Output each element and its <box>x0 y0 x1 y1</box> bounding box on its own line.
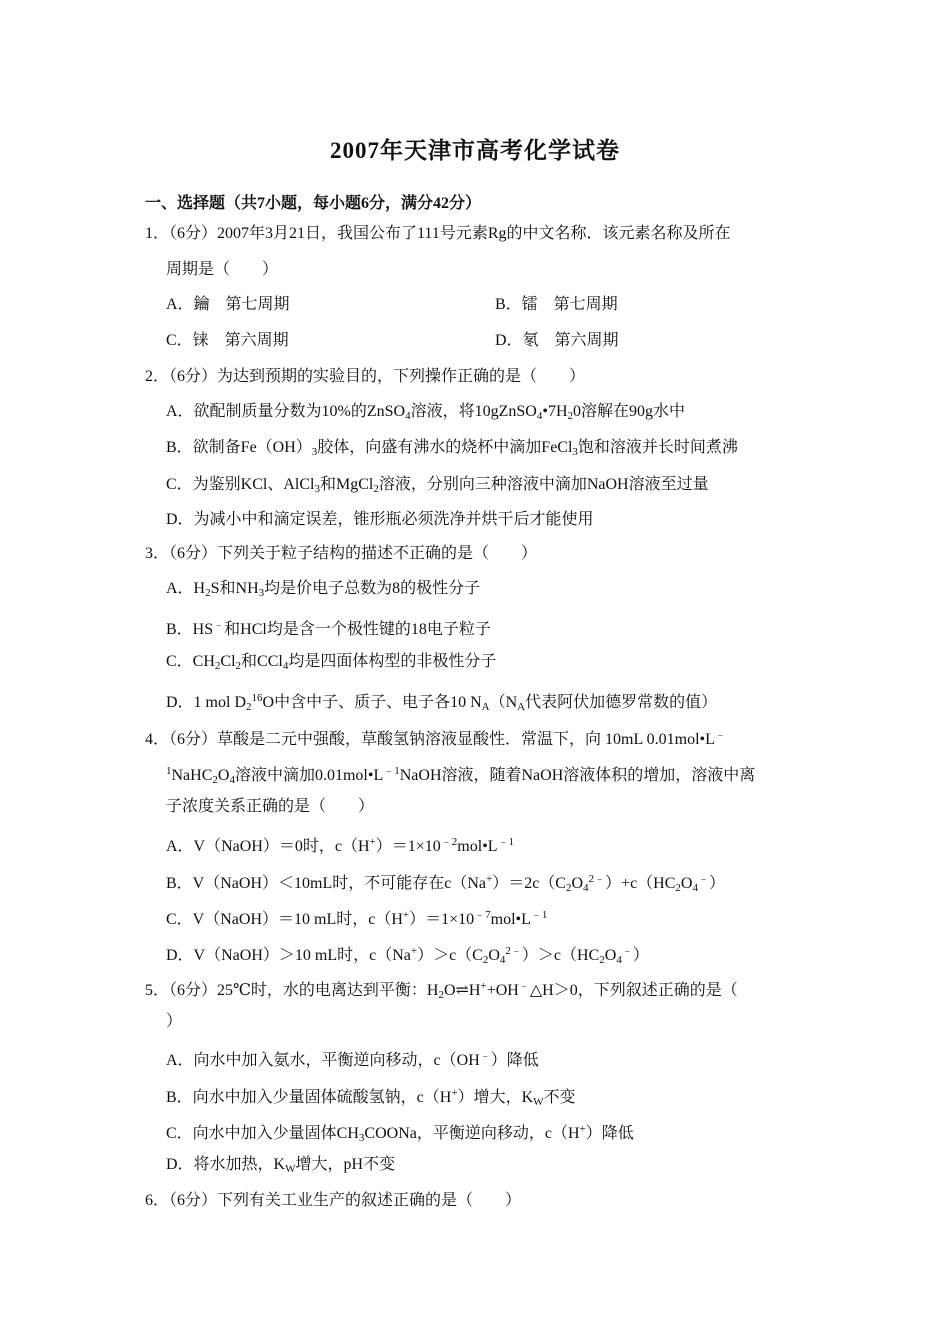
seg: +OH <box>486 982 519 999</box>
seg: Cl <box>220 653 236 670</box>
seg: C．向水中加入少量固体CH <box>166 1125 359 1142</box>
q1-stem-line2: 周期是（ ） <box>166 261 279 278</box>
seg: COONa，平衡逆向移动，c（H <box>364 1125 580 1142</box>
superscript: 16 <box>251 692 263 704</box>
superscript: ﹣ <box>213 619 225 631</box>
q3-option-c <box>166 652 496 676</box>
subscript: 2 <box>246 701 252 713</box>
subscript: 4 <box>536 410 543 422</box>
superscript: ﹣ <box>518 980 530 992</box>
subscript: 3 <box>358 1132 365 1144</box>
q3-option-b <box>166 615 491 640</box>
seg: 不变 <box>543 1089 576 1106</box>
superscript: ﹣ <box>479 1050 491 1062</box>
subscript: 2 <box>212 774 218 786</box>
subscript: 4 <box>616 954 622 966</box>
subscript: 4 <box>583 882 589 894</box>
q1-option-a: A．鑰 第七周期 <box>166 296 290 313</box>
superscript: + <box>410 945 418 957</box>
q2-option-b <box>166 438 738 462</box>
subscript: 4 <box>692 882 698 894</box>
q3-option-a <box>166 579 480 603</box>
q3-option-d <box>166 688 717 717</box>
q4-option-d <box>166 941 649 970</box>
subscript: 2 <box>675 882 681 894</box>
q2-option-a <box>166 402 685 426</box>
seg: O <box>488 947 500 964</box>
q1-option-c: C．铼 第六周期 <box>166 332 289 349</box>
seg: ）+c（HC <box>605 875 676 892</box>
subscript: 2 <box>205 587 211 599</box>
q2-option-d: D．为减小中和滴定误差，锥形瓶必须洗净并烘干后才能使用 <box>166 511 594 528</box>
seg: ）＝2c（C <box>492 875 566 892</box>
q4-stem-line3: 子浓度关系正确的是（ ） <box>166 798 375 815</box>
q1-option-b: B．镭 第七周期 <box>495 296 618 313</box>
seg: ）＞c（C <box>417 947 483 964</box>
q5-option-c <box>166 1119 634 1148</box>
seg: mol•L <box>490 911 531 928</box>
subscript: 2 <box>567 410 574 422</box>
superscript: ﹣1 <box>530 909 548 921</box>
seg: C．为鉴别KCl、AlCl <box>166 476 315 493</box>
subscript: 3 <box>572 446 578 458</box>
seg: 4．（6分）草酸是二元中强酸，草酸氢钠溶液显酸性．常温下，向 10mL 0.01mol•L <box>145 731 715 748</box>
seg: NaHC <box>171 767 213 784</box>
seg: ）＞c（HC <box>521 947 600 964</box>
seg: B．向水中加入少量固体硫酸氢钠，c（H <box>166 1089 452 1106</box>
q5-stem-line2: ） <box>166 1013 183 1030</box>
superscript: 1 <box>166 765 172 777</box>
subscript: 4 <box>282 660 289 672</box>
superscript: + <box>451 1087 458 1099</box>
superscript: ﹣ <box>621 945 633 957</box>
seg: D．V（NaOH）＞10 mL时，c（Na <box>166 947 411 964</box>
seg: O <box>604 947 617 964</box>
q2-stem: 2．（6分）为达到预期的实验目的，下列操作正确的是（ ） <box>145 368 586 385</box>
seg: NaOH溶液，随着NaOH溶液体积的增加，溶液中离 <box>399 767 756 784</box>
seg: A．H <box>166 580 206 597</box>
superscript: ﹣1 <box>383 765 400 777</box>
superscript: 2﹣ <box>505 945 522 957</box>
q5-option-a <box>166 1046 539 1071</box>
q5-option-b <box>166 1083 576 1112</box>
subscript: W <box>533 1096 544 1108</box>
seg: S和NH <box>210 580 259 597</box>
seg: 和MgCl <box>319 476 374 493</box>
subscript: 4 <box>405 410 411 422</box>
seg: A．向水中加入氨水，平衡逆向移动，c（OH <box>166 1052 480 1069</box>
seg: ）降低 <box>490 1052 539 1069</box>
seg: 5．（6分）25℃时，水的电离达到平衡：H <box>145 982 439 999</box>
q4-stem-line1 <box>145 725 726 750</box>
superscript: 2﹣ <box>588 873 606 885</box>
seg: A．V（NaOH）＝0时，c（H <box>166 838 370 855</box>
superscript: + <box>579 1123 586 1135</box>
subscript: 2 <box>373 483 379 495</box>
subscript: 4 <box>499 954 506 966</box>
subscript: 2 <box>214 660 221 672</box>
seg: 增大，pH不变 <box>295 1156 396 1173</box>
superscript: ﹣7 <box>474 909 491 921</box>
superscript: ﹣ <box>697 873 709 885</box>
seg: ） <box>708 875 725 892</box>
subscript: 2 <box>482 954 489 966</box>
seg: O <box>571 875 584 892</box>
seg: 溶液，分别向三种溶液中滴加NaOH溶液至过量 <box>378 476 709 493</box>
subscript: 2 <box>565 882 572 894</box>
seg: B．V（NaOH）＜10mL时，不可能存在c（Na <box>166 875 486 892</box>
q4-option-c <box>166 905 547 930</box>
superscript: ﹣ <box>714 729 726 741</box>
superscript: + <box>402 909 410 921</box>
page-title: 2007年天津市高考化学试卷 <box>330 138 620 163</box>
seg: 和CCl <box>241 653 283 670</box>
seg: O <box>217 767 230 784</box>
q1-stem-line1: 1．（6分）2007年3月21日，我国公布了111号元素Rg的中文名称．该元素名称及所在 <box>145 225 731 242</box>
seg: mol•L <box>457 838 498 855</box>
seg: ）降低 <box>585 1125 634 1142</box>
subscript: 2 <box>599 954 605 966</box>
seg: D．将水加热，K <box>166 1156 286 1173</box>
subscript: 3 <box>314 483 320 495</box>
section-heading: 一、选择题（共7小题，每小题6分，满分42分） <box>145 195 482 212</box>
seg: A．欲配制质量分数为10%的ZnSO <box>166 403 406 420</box>
superscript: ﹣2 <box>440 836 458 848</box>
superscript: ﹣1 <box>497 836 515 848</box>
subscript: 3 <box>311 446 318 458</box>
subscript: 4 <box>229 774 235 786</box>
seg: O <box>680 875 693 892</box>
superscript: + <box>480 980 487 992</box>
seg: C．V（NaOH）＝10 mL时，c（H <box>166 911 403 928</box>
q1-option-d: D．氡 第六周期 <box>495 332 619 349</box>
seg: D．1 mol D <box>166 694 247 711</box>
seg: 代表阿伏加德罗常数的值） <box>525 694 718 711</box>
seg: ）＝1×10 <box>409 911 475 928</box>
seg: O⇌H <box>443 982 481 999</box>
subscript: 2 <box>438 989 444 1001</box>
seg: C．CH <box>166 653 215 670</box>
seg: ）＝1×10 <box>375 838 441 855</box>
q2-option-c <box>166 475 709 499</box>
subscript: A <box>481 701 490 713</box>
superscript: + <box>369 836 376 848</box>
superscript: + <box>485 873 493 885</box>
seg: 0溶解在90g水中 <box>573 403 686 420</box>
seg: 胶体，向盛有沸水的烧杯中滴加FeCl <box>317 439 573 456</box>
seg: 溶液中滴加0.01mol•L <box>234 767 384 784</box>
seg: （N <box>489 694 518 711</box>
seg: 和HCl均是含一个极性键的18电子粒子 <box>224 621 491 638</box>
subscript: W <box>285 1163 296 1175</box>
seg: 均是四面体构型的非极性分子 <box>288 653 497 670</box>
seg: 均是价电子总数为8的极性分子 <box>264 580 481 597</box>
seg: ） <box>632 947 649 964</box>
seg: ）增大，K <box>457 1089 534 1106</box>
q6-stem: 6．（6分）下列有关工业生产的叙述正确的是（ ） <box>145 1192 522 1209</box>
q5-option-d <box>166 1155 395 1179</box>
seg: 饱和溶液并长时间煮沸 <box>577 439 738 456</box>
subscript: 3 <box>258 587 265 599</box>
q3-stem: 3．（6分）下列关于粒子结构的描述不正确的是（ ） <box>145 545 538 562</box>
seg: B．欲制备Fe（OH） <box>166 439 312 456</box>
q4-option-a <box>166 832 514 857</box>
seg: △H＞0，下列叙述正确的是（ <box>529 982 738 999</box>
seg: B．HS <box>166 621 214 638</box>
seg: 溶液，将10gZnSO <box>410 403 537 420</box>
q5-stem-line1 <box>145 976 738 1005</box>
seg: •7H <box>542 403 568 420</box>
subscript: A <box>517 701 526 713</box>
seg: O中含中子、质子、电子各10 N <box>262 694 482 711</box>
subscript: 2 <box>235 660 242 672</box>
q4-option-b <box>166 869 725 898</box>
q4-stem-line2 <box>166 761 755 790</box>
